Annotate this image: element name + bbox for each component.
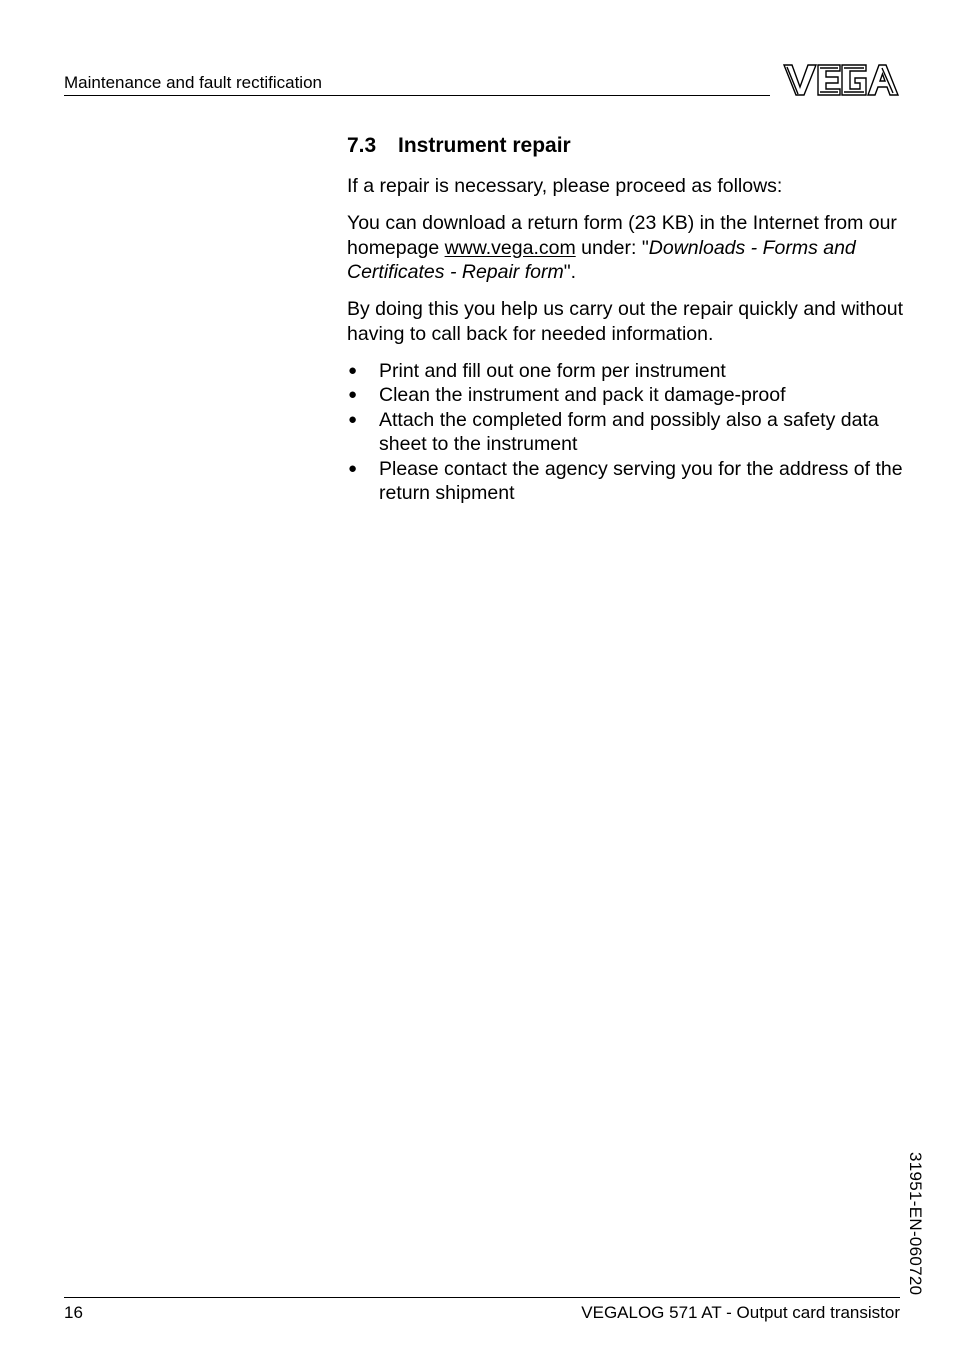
- list-item-text: Print and fill out one form per instrument: [379, 359, 726, 382]
- header-rule: [64, 95, 770, 96]
- repair-steps-list: [347, 359, 907, 506]
- help-paragraph: By doing this you help us carry out the repair quickly and without having to call back for needed information.: [347, 298, 904, 345]
- list-item: [347, 408, 907, 457]
- list-item: [347, 359, 907, 384]
- bullet-icon: ●: [348, 459, 358, 477]
- download-paragraph: [347, 211, 907, 285]
- page-number: 16: [64, 1303, 83, 1322]
- section-title: Instrument repair: [398, 134, 571, 157]
- vega-logo: [782, 63, 900, 97]
- main-content: [347, 132, 907, 506]
- bullet-icon: ●: [348, 410, 358, 428]
- section-number: 7.3: [347, 134, 377, 157]
- download-path: Downloads - Forms and Certificates - Repair form: [347, 236, 856, 283]
- bullet-icon: ●: [348, 361, 358, 379]
- homepage-link[interactable]: www.vega.com: [444, 236, 576, 259]
- list-item-text: Clean the instrument and pack it damage-proof: [379, 384, 786, 406]
- bullet-icon: ●: [348, 386, 358, 403]
- section-heading: [347, 132, 907, 160]
- download-text: You can download a return form (23 KB) in the Internet from our homepage: [347, 212, 897, 259]
- list-item: [347, 457, 907, 506]
- footer-document-title: VEGALOG 571 AT - Output card transistor: [581, 1303, 900, 1322]
- download-text-middle: under: ": [575, 236, 649, 259]
- document-code: 31951-EN-060720: [906, 1152, 925, 1296]
- download-text-end: ".: [563, 261, 577, 283]
- header-chapter-title: Maintenance and fault rectification: [64, 73, 322, 92]
- list-item-text: Attach the completed form and possibly also a safety data sheet to the instrument: [379, 408, 879, 455]
- list-item: [347, 383, 907, 408]
- list-item-text: Please contact the agency serving you for the address of the return shipment: [379, 457, 903, 504]
- footer-rule: [64, 1297, 900, 1298]
- intro-paragraph: If a repair is necessary, please proceed as follows:: [347, 175, 783, 197]
